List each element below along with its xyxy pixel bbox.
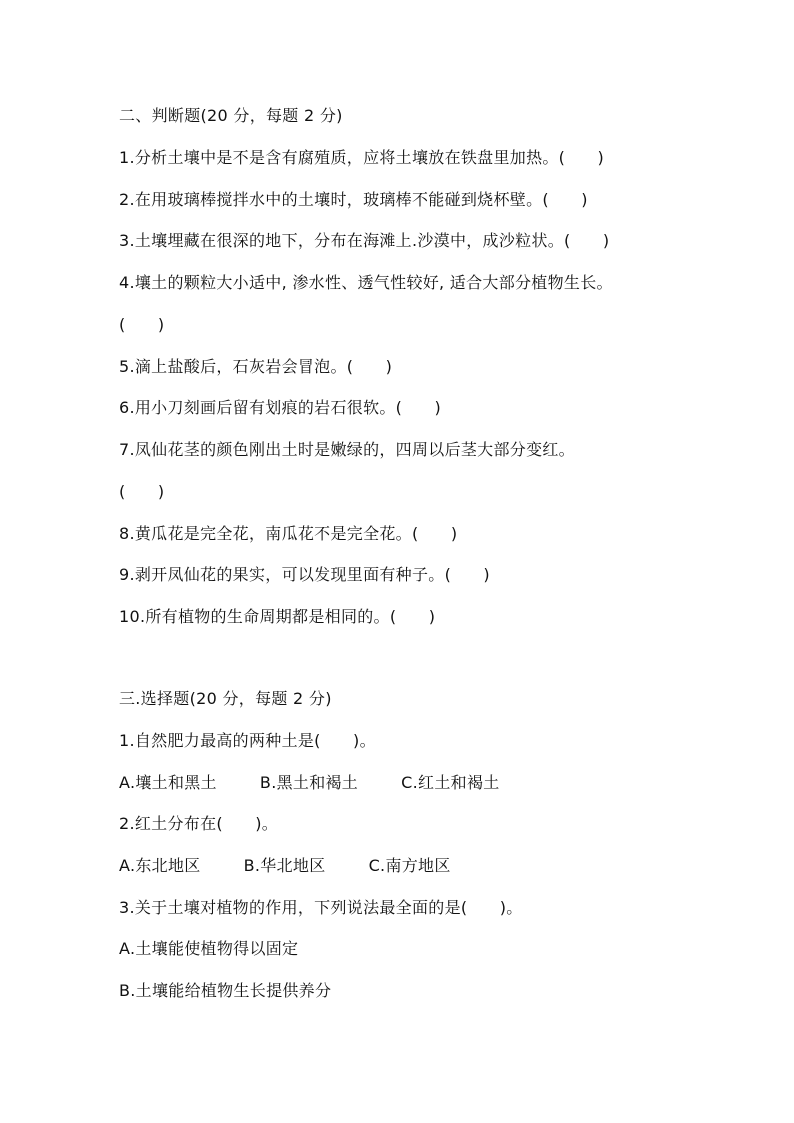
- question-line: 2.在用玻璃棒搅拌水中的土壤时，玻璃棒不能碰到烧杯壁。( ): [119, 190, 588, 209]
- question-line: 3.土壤埋藏在很深的地下，分布在海滩上.沙漠中，成沙粒状。( ): [119, 231, 610, 250]
- question-line: 2.红土分布在( )。: [119, 814, 279, 833]
- question-line: 3.关于土壤对植物的作用，下列说法最全面的是( )。: [119, 898, 523, 917]
- question-line: 1.自然肥力最高的两种土是( )。: [119, 731, 376, 750]
- answer-bracket: ( ): [119, 315, 165, 334]
- options-line: A.土壤能使植物得以固定: [119, 939, 299, 958]
- options-line: A.壤土和黑土 B.黑土和褐土 C.红土和褐土: [119, 773, 500, 792]
- question-line: 1.分析土壤中是不是含有腐殖质，应将土壤放在铁盘里加热。( ): [119, 148, 605, 167]
- question-line: 10.所有植物的生命周期都是相同的。( ): [119, 607, 436, 626]
- question-line: 4.壤土的颗粒大小适中, 渗水性、透气性较好, 适合大部分植物生长。: [119, 273, 613, 292]
- section-heading-judgment: 二、判断题(20 分，每题 2 分): [119, 106, 343, 125]
- question-line: 6.用小刀刻画后留有划痕的岩石很软。( ): [119, 398, 442, 417]
- question-line: 8.黄瓜花是完全花，南瓜花不是完全花。( ): [119, 524, 458, 543]
- options-line: B.土壤能给植物生长提供养分: [119, 981, 332, 1000]
- question-line: 7.凤仙花茎的颜色刚出土时是嫩绿的，四周以后茎大部分变红。: [119, 440, 575, 459]
- section-heading-choice: 三.选择题(20 分，每题 2 分): [119, 689, 332, 708]
- answer-bracket: ( ): [119, 482, 165, 501]
- options-line: A.东北地区 B.华北地区 C.南方地区: [119, 856, 451, 875]
- question-line: 5.滴上盐酸后，石灰岩会冒泡。( ): [119, 357, 393, 376]
- question-line: 9.剥开凤仙花的果实，可以发现里面有种子。( ): [119, 565, 490, 584]
